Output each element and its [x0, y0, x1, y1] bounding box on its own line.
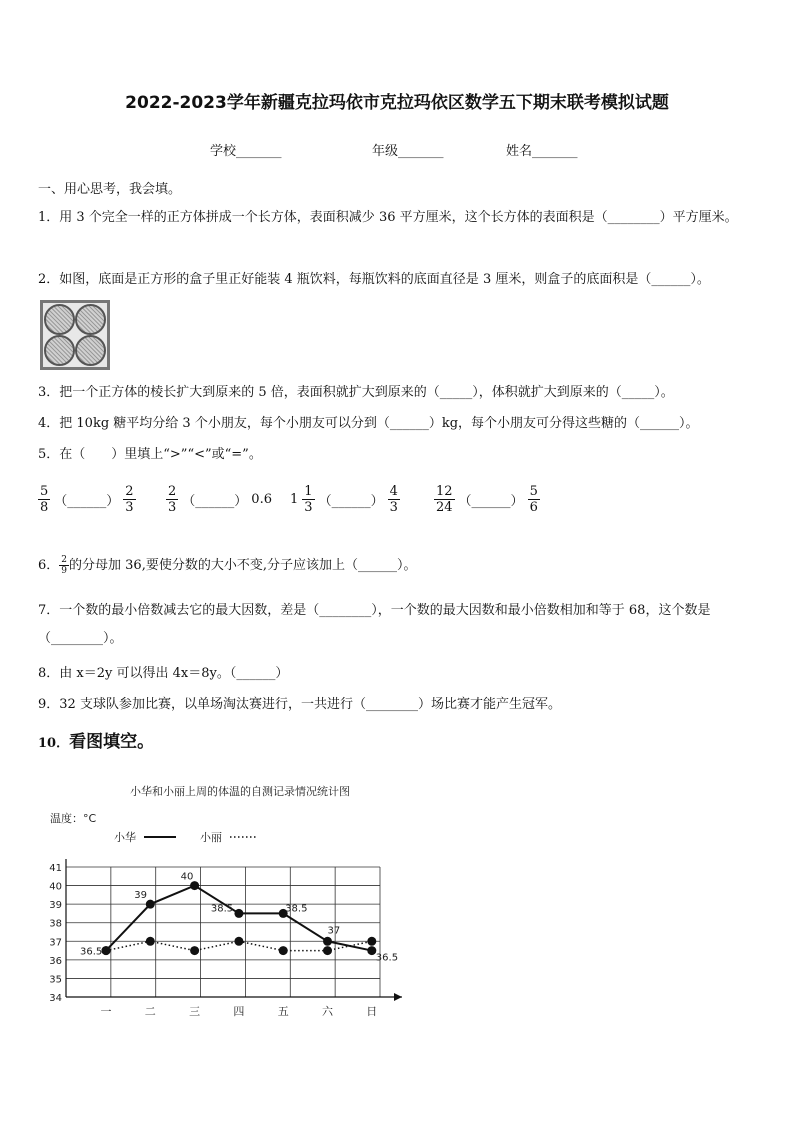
- compare-item-3: [290, 484, 400, 515]
- answer-blank[interactable]: （______）: [458, 494, 524, 509]
- legend-label: 小华: [114, 831, 136, 844]
- question-5: 5．在（ ）里填上“>”“<”或“=”。: [38, 447, 262, 462]
- fraction: $\frac{12}{24}$: [436, 484, 453, 515]
- question-3: 3．把一个正方体的棱长扩大到原来的 5 倍，表面积就扩大到原来的（_____），体积就扩大到原来的（_____）。: [38, 385, 674, 400]
- y-tick-label: 38: [49, 918, 62, 930]
- y-tick-label: 40: [49, 881, 62, 893]
- data-point: [146, 900, 155, 909]
- legend-label: 小丽: [200, 831, 222, 844]
- question-number: 10．: [38, 736, 70, 751]
- answer-blank[interactable]: （______）: [54, 494, 120, 509]
- data-label: 38.5: [285, 903, 308, 915]
- data-label: 36.5: [80, 946, 103, 958]
- bottle-circle: [75, 304, 106, 335]
- x-tick-label: 四: [233, 1005, 245, 1018]
- x-tick-label: 六: [322, 1005, 333, 1018]
- y-tick-label: 34: [49, 993, 62, 1004]
- question-4: 4．把 10kg 糖平均分给 3 个小朋友，每个小朋友可以分到（______）kg，每个小朋友可分得这些糖的（______）。: [38, 416, 699, 431]
- data-point: [279, 946, 288, 955]
- data-label: 39: [134, 890, 148, 902]
- data-label: 36.5: [375, 952, 399, 964]
- data-point: [367, 937, 376, 946]
- x-tick-label: 二: [144, 1005, 156, 1018]
- data-point: [234, 937, 243, 946]
- chart-axes: [49, 859, 402, 1018]
- school-field: 学校_______: [210, 144, 282, 159]
- data-label: 38.5: [210, 903, 234, 915]
- fraction: $\frac{5}{8}$: [40, 484, 49, 515]
- y-tick-label: 35: [49, 974, 62, 986]
- x-tick-label: 一: [100, 1005, 112, 1018]
- fraction: $\frac{1}{3}$: [304, 484, 313, 515]
- question-number: 6．: [38, 557, 60, 573]
- box-with-bottles-figure: [40, 300, 110, 370]
- answer-blank[interactable]: （______）: [182, 494, 248, 509]
- y-tick-label: 41: [49, 863, 62, 874]
- data-label: 37: [327, 925, 341, 937]
- data-point: [102, 946, 111, 955]
- chart-title: 小华和小丽上周的体温的自测记录情况统计图: [130, 785, 350, 798]
- compare-item-2: [166, 484, 272, 515]
- x-tick-label: 五: [277, 1005, 289, 1018]
- question-2: 2．如图，底面是正方形的盒子里正好能装 4 瓶饮料，每瓶饮料的底面直径是 3 厘米，则盒子的底面积是（______）。: [38, 272, 710, 287]
- bottle-circle: [75, 335, 106, 366]
- question-6: [38, 555, 416, 576]
- x-tick-label: 日: [366, 1005, 378, 1018]
- question-9: 9．32 支球队参加比赛，以单场淘汰赛进行，一共进行（________）场比赛才能产生冠军。: [38, 697, 561, 712]
- section-heading: 一、用心思考，我会填。: [38, 182, 182, 197]
- question-10: [38, 734, 154, 752]
- y-axis-label: 温度：°C: [50, 812, 97, 825]
- decimal-value: 0.6: [251, 492, 272, 507]
- y-tick-label: 39: [49, 900, 62, 912]
- temperature-line-chart: [40, 775, 420, 1025]
- grade-field: 年级_______: [372, 144, 444, 159]
- data-point: [190, 946, 199, 955]
- y-tick-label: 37: [49, 937, 62, 949]
- data-point: [146, 937, 155, 946]
- question-text: 的分母加 36,要使分数的大小不变,分子应该加上（______）。: [69, 557, 417, 573]
- question-8: 8．由 x＝2y 可以得出 4x＝8y。（______）: [38, 666, 289, 681]
- data-point: [323, 946, 332, 955]
- compare-item-4: [434, 484, 540, 515]
- answer-blank[interactable]: （______）: [318, 494, 384, 509]
- y-tick-label: 36: [49, 955, 62, 967]
- question-text: 看图填空。: [69, 732, 155, 752]
- bottle-circle: [44, 335, 75, 366]
- fraction: $\frac{2}{9}$: [61, 555, 68, 576]
- fraction: $\frac{5}{6}$: [529, 484, 538, 515]
- compare-item-1: [38, 484, 136, 515]
- data-point: [323, 937, 332, 946]
- question-7: 7．一个数的最小倍数减去它的最大因数，差是（________），一个数的最大因数和最小倍数相加和等于 68，这个数是（________）。: [38, 603, 711, 646]
- fraction: $\frac{4}{3}$: [389, 484, 398, 515]
- data-label: 40: [180, 871, 194, 883]
- fraction: $\frac{2}{3}$: [125, 484, 134, 515]
- x-axis-arrow: [394, 993, 402, 1001]
- whole-number: 1: [290, 492, 299, 507]
- page-title: 2022-2023学年新疆克拉玛依市克拉玛依区数学五下期末联考模拟试题: [125, 93, 669, 113]
- x-tick-label: 三: [189, 1005, 201, 1018]
- chart-legend: [114, 830, 256, 844]
- bottle-circle: [44, 304, 75, 335]
- name-field: 姓名_______: [506, 144, 578, 159]
- data-point: [234, 909, 243, 918]
- fraction: $\frac{2}{3}$: [168, 484, 177, 515]
- question-1: 1．用 3 个完全一样的正方体拼成一个长方体，表面积减少 36 平方厘米，这个长方体的表面积是（________）平方厘米。: [38, 210, 738, 225]
